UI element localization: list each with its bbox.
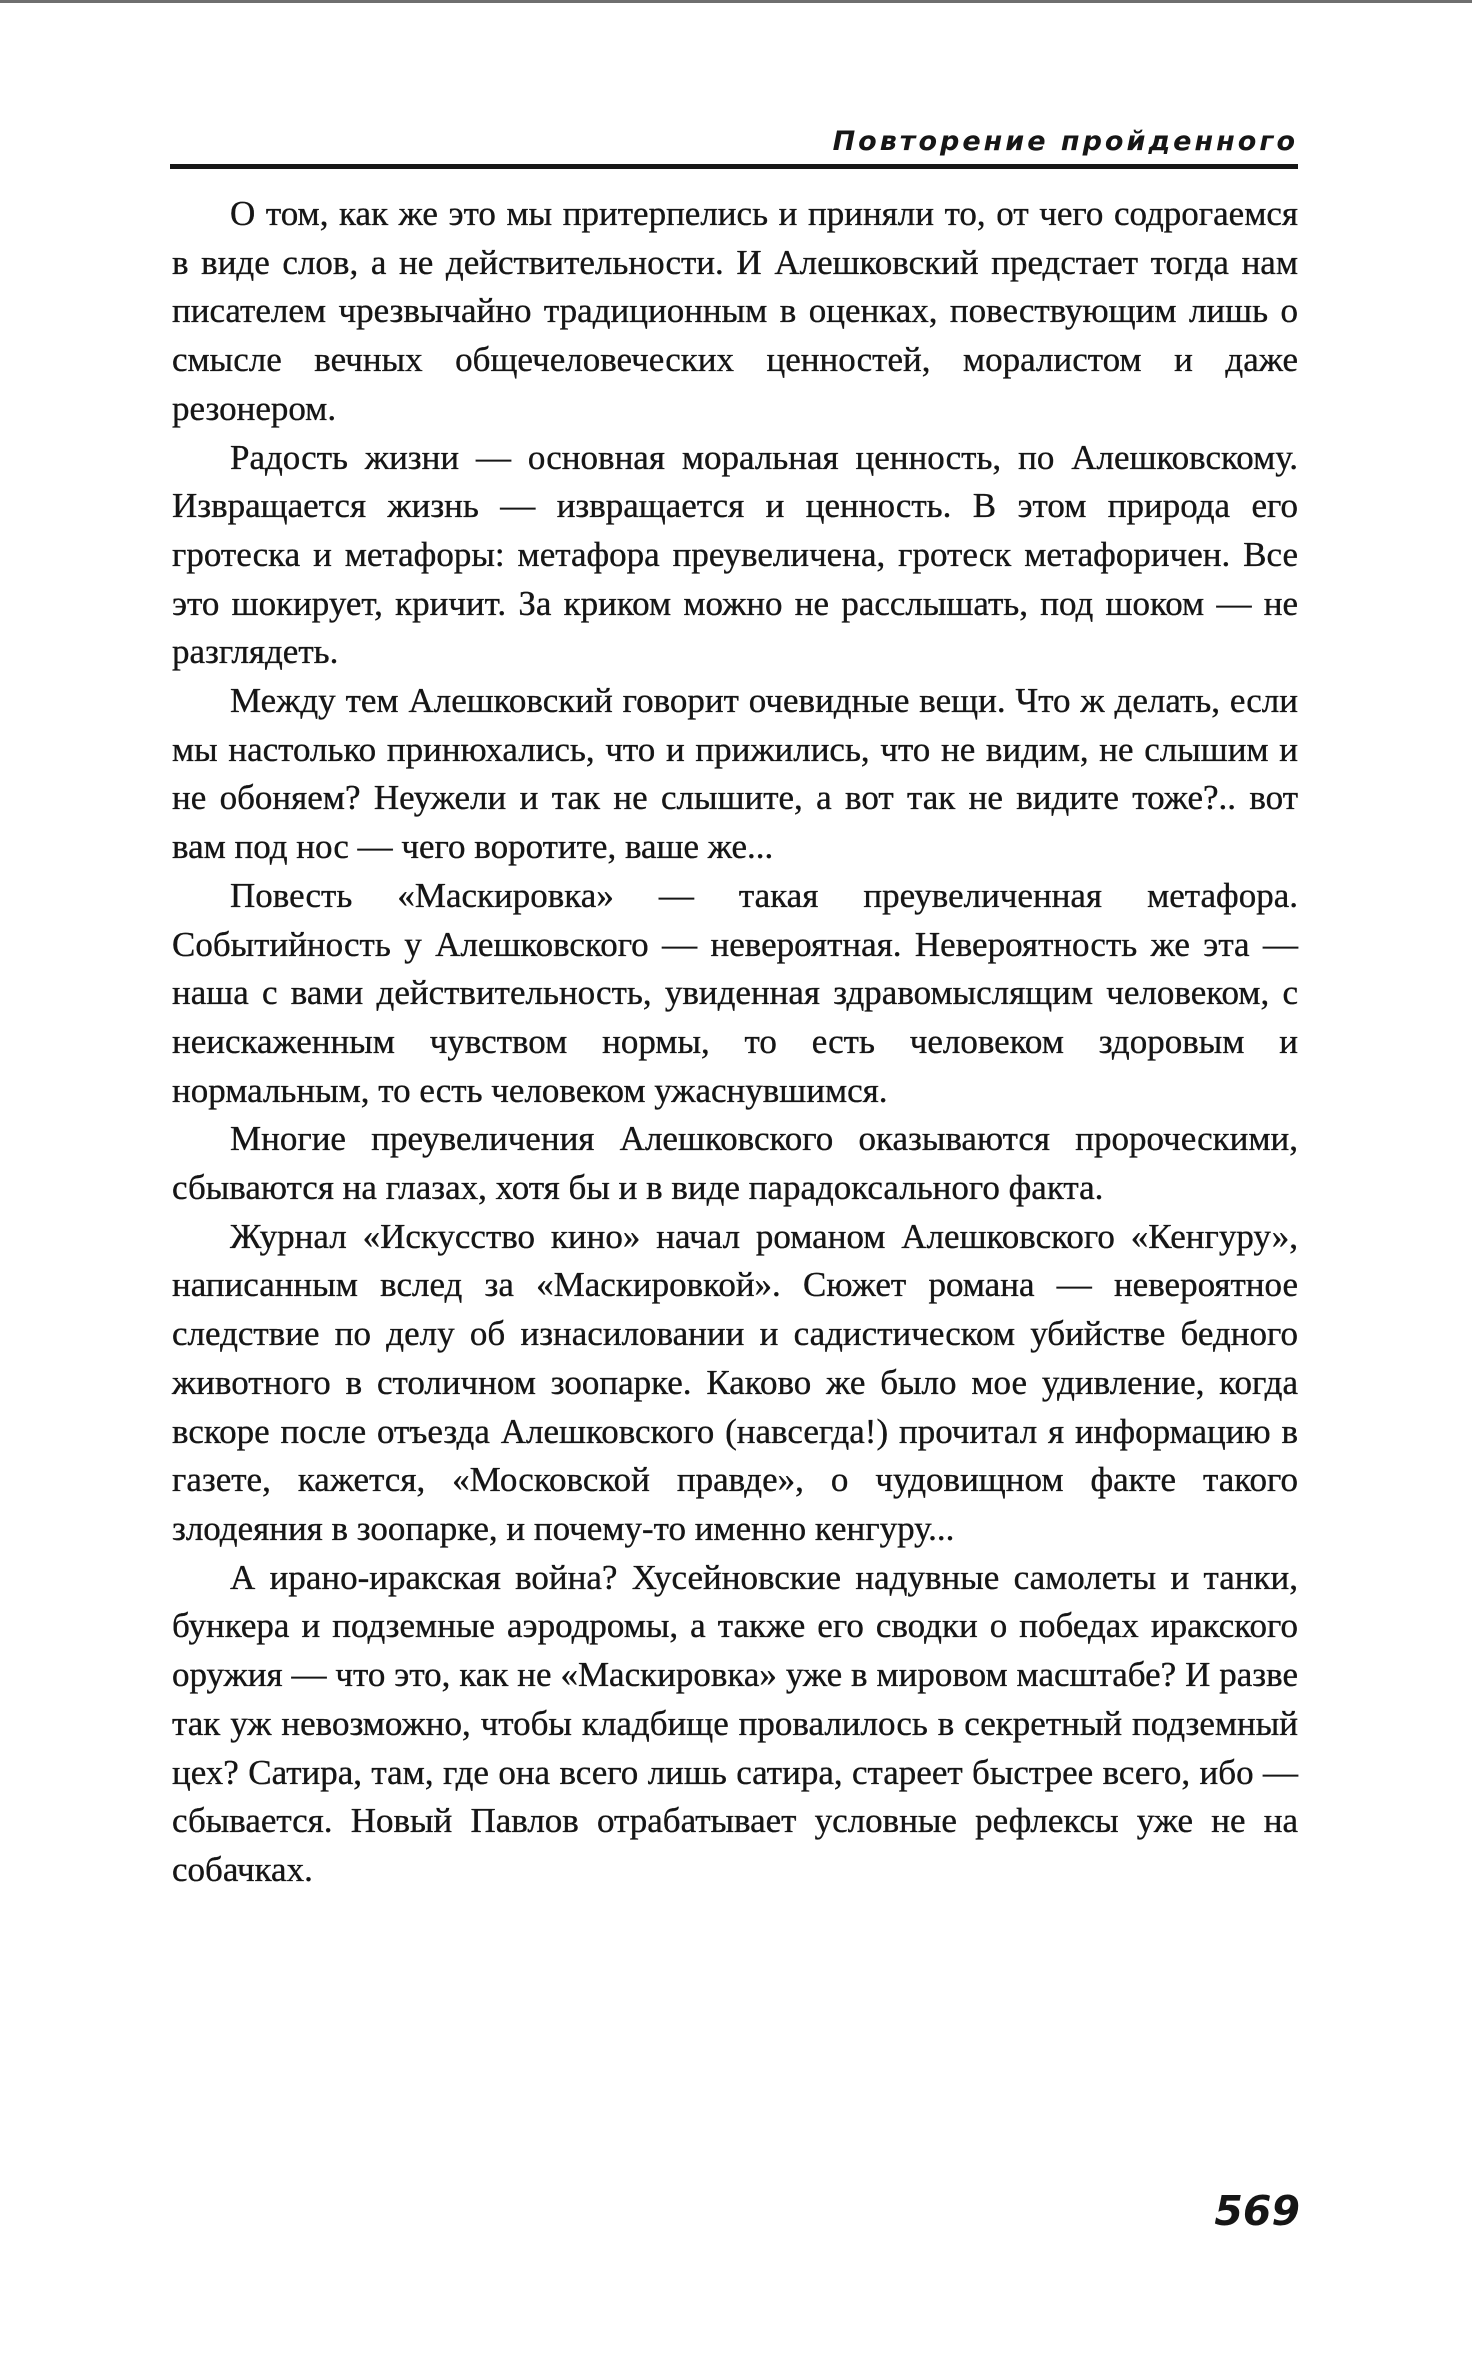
body-text bbox=[172, 190, 1298, 1895]
paragraph-2: Радость жизни — основная моральная ценность, по Алешковскому. Извращается жизнь — извращается и ценность. В этом природа его гротеска и метафоры: метафора преувеличена, гротеск метафоричен. Все это шокирует, кричит. За криком можно не расслышать, под шоком — не разглядеть. bbox=[172, 437, 1298, 672]
scan-top-edge bbox=[0, 0, 1472, 3]
paragraph-1: О том, как же это мы притерпелись и приняли то, от чего содрогаемся в виде слов, а не действительности. И Алешковский предстает тогда нам писателем чрезвычайно традиционным в оценках, повествующим лишь о смысле вечных общечеловеческих ценностей, моралистом и даже резонером. bbox=[172, 194, 1298, 428]
page-number: 569 bbox=[1214, 2187, 1300, 2235]
running-header bbox=[170, 124, 1298, 169]
running-header-title: Повторение пройденного bbox=[832, 126, 1298, 157]
paragraph-5: Многие преувеличения Алешковского оказываются пророческими, сбываются на глазах, хотя бы и в виде парадоксального факта. bbox=[172, 1119, 1298, 1208]
paragraph-4: Повесть «Маскировка» — такая преувеличенная метафора. Событийность у Алешковского — невероятная. Невероятность же эта — наша с вами действительность, увиденная здравомыслящим человеком, с неискаженным чувством нормы, то есть человеком здоровым и нормальным, то есть человеком ужаснувшимся. bbox=[172, 875, 1298, 1110]
paragraph-7: А ирано-иракская война? Хусейновские надувные самолеты и танки, бункера и подземные аэродромы, а также его сводки о победах иракского оружия — что это, как не «Маскировка» уже в мировом масштабе? И разве так уж невозможно, чтобы кладбище провалилось в секретный подземный цех? Сатира, там, где она всего лишь сатира, стареет быстрее всего, ибо — сбывается. Новый Павлов отрабатывает условные рефлексы уже не на собачках. bbox=[172, 1557, 1298, 1889]
paragraph-6: Журнал «Искусство кино» начал романом Алешковского «Кенгуру», написанным вслед за «Маскировкой». Сюжет романа — невероятное следствие по делу об изнасиловании и садистическом убийстве бедного животного в столичном зоопарке. Каково же было мое удивление, когда вскоре после отъезда Алешковского (навсегда!) прочитал я информацию в газете, кажется, «Московской правде», о чудовищном факте такого злодеяния в зоопарке, и почему-то именно кенгуру... bbox=[172, 1216, 1298, 1548]
paragraph-3: Между тем Алешковский говорит очевидные вещи. Что ж делать, если мы настолько принюхались, что и прижились, что не видим, не слышим и не обоняем? Неужели и так не слышите, а вот так не видите тоже?.. вот вам под нос — чего воротите, ваше же... bbox=[172, 681, 1298, 867]
